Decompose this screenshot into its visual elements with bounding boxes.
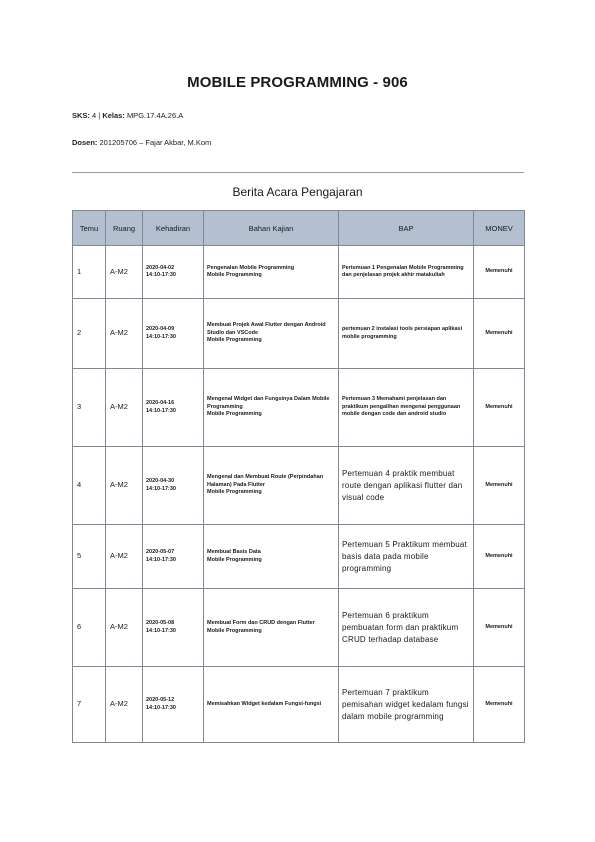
sks-label: SKS:	[72, 111, 90, 120]
bahan-line: Membuat Form dan CRUD dengan Flutter	[207, 620, 315, 627]
bap-cell: Pertemuan 5 Praktikum membuat basis data pada mobile programming	[339, 525, 474, 589]
monev-cell: Memenuhi	[474, 299, 525, 369]
kelas-label: Kelas:	[102, 111, 125, 120]
kehadiran-cell	[143, 667, 204, 743]
bahan-line: Memisahkan Widget kedalam Fungsi-fungsi	[207, 700, 322, 707]
lecturer-info	[72, 138, 211, 147]
table-row	[73, 299, 525, 369]
bahan-line: Mobile Programming	[207, 556, 262, 563]
date-text: 2020-05-08	[146, 620, 175, 627]
header-bahan-kajian: Bahan Kajian	[204, 211, 339, 246]
monev-cell: Memenuhi	[474, 525, 525, 589]
section-title: Berita Acara Pengajaran	[232, 185, 363, 199]
teaching-report-table	[72, 210, 525, 743]
bahan-kajian-cell	[204, 369, 339, 447]
header-temu: Temu	[73, 211, 106, 246]
monev-cell: Memenuhi	[474, 369, 525, 447]
bahan-line: Mobile Programming	[207, 489, 262, 496]
ruang-cell: A-M2	[106, 447, 143, 525]
kehadiran-cell	[143, 299, 204, 369]
bahan-line: Mengenal dan Membuat Route (Perpindahan Halaman) Pada Flutter	[207, 474, 324, 488]
bap-cell: Pertemuan 1 Pengenalan Mobile Programming dan penjelasan projek akhir matakuliah	[339, 246, 474, 299]
temu-cell: 7	[73, 667, 106, 743]
monev-cell: Memenuhi	[474, 667, 525, 743]
table-row	[73, 525, 525, 589]
table-row	[73, 246, 525, 299]
kelas-value: MPG.17.4A.26.A	[126, 111, 184, 120]
sks-value: 4	[92, 111, 97, 120]
bahan-line: Pengenalan Mobile Programming	[207, 264, 295, 271]
separator: |	[98, 111, 101, 120]
temu-cell: 2	[73, 299, 106, 369]
bahan-line: Mengenal Widget dan Fungsinya Dalam Mobile Programming	[207, 396, 330, 410]
table-row	[73, 447, 525, 525]
table-header-row	[73, 211, 525, 246]
ruang-cell: A-M2	[106, 589, 143, 667]
temu-cell: 4	[73, 447, 106, 525]
header-bap: BAP	[339, 211, 474, 246]
ruang-cell: A-M2	[106, 667, 143, 743]
table-row	[73, 369, 525, 447]
date-text: 2020-04-30	[146, 478, 175, 485]
bahan-kajian-cell	[204, 299, 339, 369]
ruang-cell: A-M2	[106, 246, 143, 299]
bahan-kajian-cell	[204, 246, 339, 299]
ruang-cell: A-M2	[106, 525, 143, 589]
bahan-kajian-cell	[204, 589, 339, 667]
header-monev: MONEV	[474, 211, 525, 246]
kehadiran-cell	[143, 589, 204, 667]
divider	[72, 172, 524, 173]
ruang-cell: A-M2	[106, 299, 143, 369]
monev-cell: Memenuhi	[474, 246, 525, 299]
temu-cell: 6	[73, 589, 106, 667]
time-text: 14:10-17:30	[146, 407, 176, 414]
table-row	[73, 667, 525, 743]
time-text: 14:10-17:30	[146, 556, 176, 563]
bahan-kajian-cell	[204, 667, 339, 743]
bahan-line: Membuat Projek Awal Flutter dengan Android Studio dan VSCode	[207, 322, 326, 336]
date-text: 2020-05-12	[146, 697, 175, 704]
dosen-label: Dosen:	[72, 138, 98, 147]
date-text: 2020-04-09	[146, 326, 175, 333]
table-row	[73, 589, 525, 667]
time-text: 14:10-17:30	[146, 272, 176, 278]
time-text: 14:10-17:30	[146, 627, 176, 634]
bahan-line: Mobile Programming	[207, 272, 262, 278]
date-text: 2020-04-02	[146, 264, 175, 271]
bahan-line: Mobile Programming	[207, 411, 262, 418]
bahan-line: Membuat Basis Data	[207, 549, 261, 556]
dosen-value: 201205706 – Fajar Akbar, M.Kom	[99, 138, 212, 147]
bap-cell: Pertemuan 3 Memahami penjelasan dan praktikum pengalihan mengenai penggunaan mobile dengan code dan android studio	[339, 369, 474, 447]
bap-cell: Pertemuan 7 praktikum pemisahan widget kedalam fungsi dalam mobile programming	[339, 667, 474, 743]
bap-cell: pertemuan 2 instalasi tools persiapan aplikasi mobile programming	[339, 299, 474, 369]
kehadiran-cell	[143, 369, 204, 447]
temu-cell: 5	[73, 525, 106, 589]
date-text: 2020-05-07	[146, 549, 175, 556]
time-text: 14:10-17:30	[146, 333, 176, 340]
bahan-line: Mobile Programming	[207, 337, 262, 344]
bahan-kajian-cell	[204, 525, 339, 589]
course-info	[72, 111, 183, 120]
monev-cell: Memenuhi	[474, 447, 525, 525]
bap-cell: Pertemuan 4 praktik membuat route dengan aplikasi flutter dan visual code	[339, 447, 474, 525]
table-body	[73, 246, 525, 743]
temu-cell: 1	[73, 246, 106, 299]
kehadiran-cell	[143, 447, 204, 525]
time-text: 14:10-17:30	[146, 704, 176, 711]
header-ruang: Ruang	[106, 211, 143, 246]
time-text: 14:10-17:30	[146, 485, 176, 492]
document-title: MOBILE PROGRAMMING - 906	[187, 74, 408, 91]
kehadiran-cell	[143, 246, 204, 299]
bahan-kajian-cell	[204, 447, 339, 525]
bap-cell: Pertemuan 6 praktikum pembuatan form dan praktikum CRUD terhadap database	[339, 589, 474, 667]
ruang-cell: A-M2	[106, 369, 143, 447]
temu-cell: 3	[73, 369, 106, 447]
bahan-line: Mobile Programming	[207, 627, 262, 634]
kehadiran-cell	[143, 525, 204, 589]
date-text: 2020-04-16	[146, 400, 175, 407]
header-kehadiran: Kehadiran	[143, 211, 204, 246]
monev-cell: Memenuhi	[474, 589, 525, 667]
